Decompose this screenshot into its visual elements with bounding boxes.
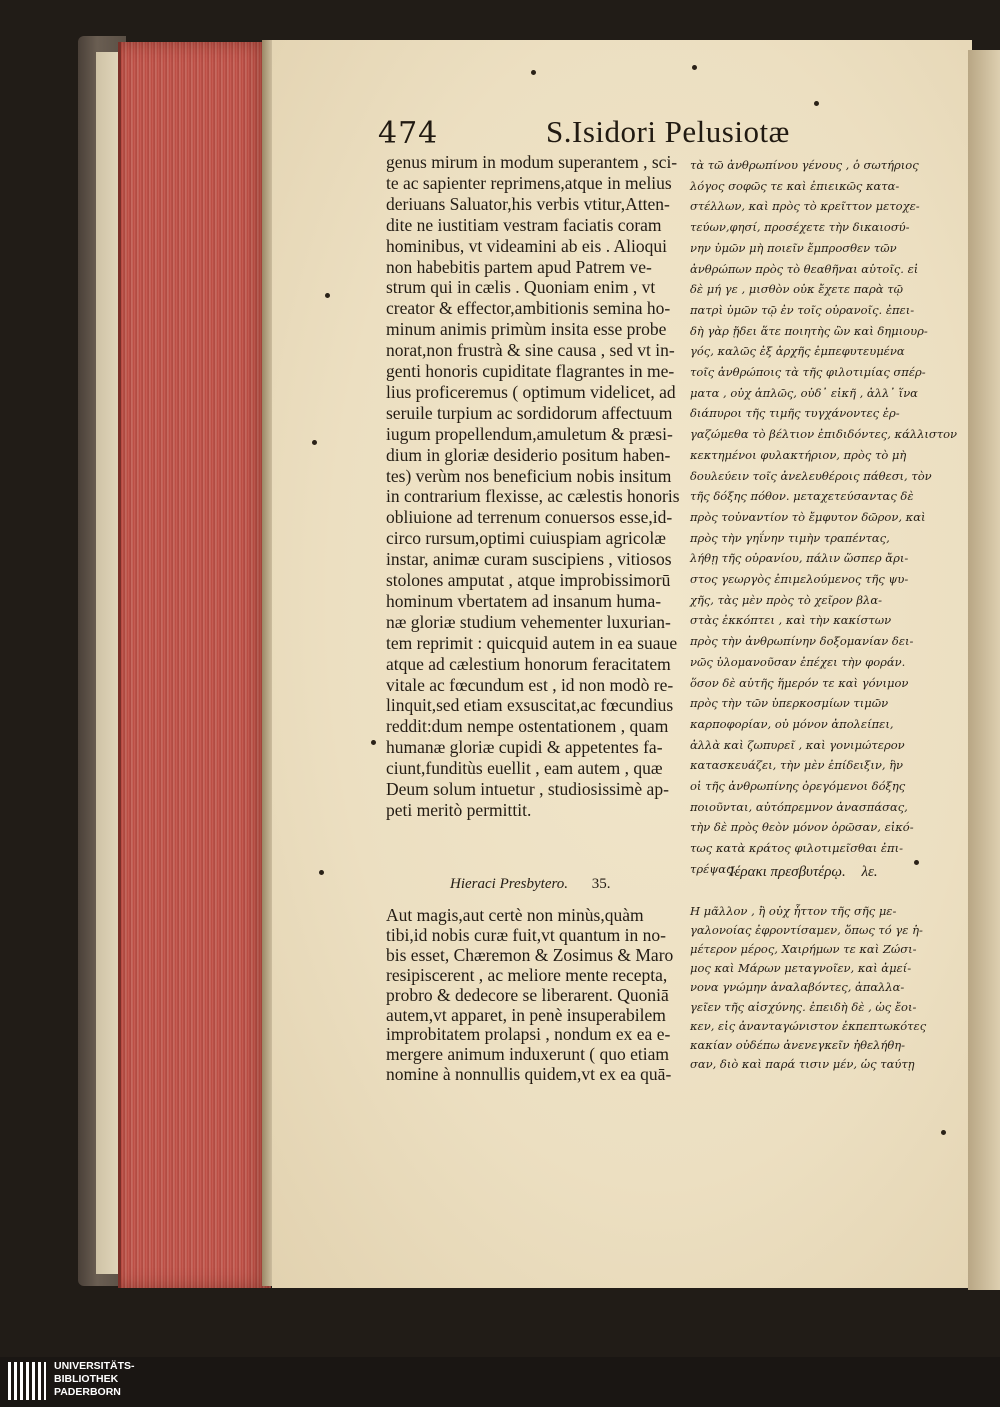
text-line: strum qui in cælis . Quoniam enim , vt [386, 277, 656, 298]
text-line: πρὸς τὴν τῶν ὑπερκοσμίων τιμῶν [690, 696, 889, 711]
paper-spot [692, 65, 697, 70]
facing-page-edge [968, 50, 1000, 1290]
library-logo-icon [8, 1362, 46, 1400]
text-line: χῆς, τὰς μὲν πρὸς τὸ χεῖρον βλα- [690, 592, 882, 607]
text-line: peti meritò permittit. [386, 799, 532, 820]
text-line: dite ne iustitiam vestram faciatis coram [386, 214, 662, 235]
text-line: resipiscerent , ac meliore mente recepta, [386, 964, 668, 985]
greek-heading-title: Ἱέρακι πρεσβυτέρῳ. [728, 864, 846, 880]
text-line: tibi,id nobis curæ fuit,vt quantum in no- [386, 924, 666, 945]
text-line: Deum solum intuetur , studiosissimè ap- [386, 779, 669, 799]
paper-spot [914, 860, 919, 865]
text-line: δὴ γὰρ ᾔδει ἅτε ποιητὴς ὢν καὶ δημιουρ- [690, 323, 928, 338]
text-line: linquit,sed etiam exsuscitat,ac fœcundius [386, 695, 674, 716]
greek-letter-heading [728, 864, 878, 881]
text-line: τὴν δὲ πρὸς θεὸν μόνον ὁρῶσαν, εἰκό- [690, 820, 914, 835]
text-line: μος καὶ Μάρων μεταγνοῖεν, καὶ ἀμεί- [690, 961, 912, 976]
text-line: mergere animum induxerunt ( quo etiam [386, 1044, 669, 1065]
text-line: genus mirum in modum superantem , sci- [386, 152, 678, 172]
text-line: ἀνθρώπων πρὸς τὸ θεαθῆναι αὐτοῖς. εἰ [690, 261, 919, 276]
text-line: seruile turpium ac sordidorum affectuum [386, 402, 673, 423]
text-line: deriuans Saluator,his verbis vtitur,Atten- [386, 193, 670, 214]
text-line: hominum vbertatem ad insanum huma- [386, 590, 662, 611]
text-line: genti honoris cupiditate flagrantes in me- [386, 361, 675, 381]
text-line: humanæ gloriæ cupidi & appetentes fa- [386, 737, 663, 758]
text-line: στέλλων, καὶ πρὸς τὸ κρεῖττον μετοχε- [690, 199, 920, 214]
text-line: τρέψας. [690, 861, 737, 876]
text-line: improbitatem prolapsi , nondum ex ea e- [386, 1024, 671, 1045]
text-line: γαλονοίας ἐφροντίσαμεν, ὅπως τό γε ἡ- [690, 923, 923, 938]
library-name [54, 1360, 135, 1399]
library-name-line-1: UNIVERSITÄTS- [54, 1360, 135, 1372]
text-line: πατρὶ ὑμῶν τῷ ἐν τοῖς οὐρανοῖς. ἐπει- [690, 302, 915, 317]
text-line: οἱ τῆς ἀνθρωπίνης ὀρεγόμενοι δόξης [690, 779, 906, 793]
text-line: πρὸς τὴν γηΐνην τιμὴν τραπέντας, [690, 530, 890, 545]
library-name-line-2: BIBLIOTHEK [54, 1373, 119, 1385]
paper-spot [371, 740, 376, 745]
text-line: λόγος σοφῶς τε καὶ ἐπιεικῶς κατα- [690, 178, 900, 193]
text-line: creator & effector,ambitionis semina ho- [386, 298, 671, 319]
text-line: minum animis primùm insita esse probe [386, 319, 667, 340]
text-line: μέτερον μέρος, Χαιρήμων τε καὶ Ζώσι- [690, 942, 917, 957]
text-line: κακίαν οὐδέπω ἀνενεγκεῖν ἠθελήθη- [690, 1037, 906, 1052]
text-line: νονα γνώμην ἀναλαβόντες, ἀπαλλα- [690, 980, 905, 995]
text-line: πρὸς τοὐναντίον τὸ ἔμφυτον δῶρον, καὶ [690, 509, 926, 524]
text-line: κεκτημένοι φυλακτήριον, πρὸς τὸ μὴ [690, 447, 907, 462]
text-line: te ac sapienter reprimens,atque in melius [386, 172, 672, 193]
text-line: ciunt,funditùs euellit , eam autem , quæ [386, 758, 663, 779]
text-line: circo rursum,optimi cuiuspiam agricolæ [386, 528, 666, 549]
text-line: lius proficeremus ( optimum videlicet, ad [386, 381, 676, 402]
text-line: nomine à nonnullis quidem,vt ex ea quā- [386, 1064, 672, 1085]
text-line: instar, animæ curam suscipiens , vitiosos [386, 549, 672, 570]
text-line: obliuione ad terrenum conuersos esse,id- [386, 507, 673, 528]
text-line: λήθῃ τῆς οὐρανίου, πάλιν ὥσπερ ἄρι- [690, 551, 909, 566]
text-line: autem,vt apparet, in penè insuperabilem [386, 1004, 666, 1025]
text-line: νην ὑμῶν μὴ ποιεῖν ἔμπροσθεν τῶν [690, 240, 897, 255]
text-line: τῆς δόξης πόθον. μεταχετεύσαντας δὲ [690, 489, 914, 504]
text-line: κατασκευάζει, τὴν μὲν ἐπίδειξιν, ἣν [690, 758, 904, 773]
text-line: τεύων,φησί, προσέχετε τὴν δικαιοσύ- [690, 220, 910, 235]
text-line: γός, καλῶς ἐξ ἀρχῆς ἐμπεφυτευμένα [690, 344, 905, 359]
library-footer [0, 1357, 1000, 1407]
paper-spot [941, 1130, 946, 1135]
text-line: bis esset, Chæremon & Zosimus & Maro [386, 944, 674, 965]
latin-letter-heading [450, 876, 611, 893]
text-line: δὲ μή γε , μισθὸν οὐκ ἔχετε παρὰ τῷ [690, 282, 903, 297]
page-number: 474 [378, 116, 439, 151]
paper-spot [814, 101, 819, 106]
text-line: γεῖεν τῆς αἰσχύνης. ἐπειδὴ δὲ , ὡς ἔοι- [690, 999, 917, 1014]
paper-spot [319, 870, 324, 875]
text-line: στος γεωργὸς ἐπιμελούμενος τῆς ψυ- [690, 572, 909, 586]
text-line: tes) verùm nos beneficium nobis insitum [386, 465, 672, 486]
text-line: Η μᾶλλον , ἢ οὐχ ἧττον τῆς σῆς με- [690, 904, 897, 918]
running-title: S.Isidori Pelusiotæ [546, 114, 790, 149]
text-line: stolones amputat , atque improbissimorū [386, 570, 671, 590]
text-line: norat,non frustrà & sine causa , sed vt in- [386, 340, 675, 361]
text-line: reddit:dum nempe ostentationem , quam [386, 716, 669, 737]
text-line: iugum propellendum,amuletum & præsi- [386, 423, 673, 444]
text-line: ὅσον δὲ αὐτῆς ἥμερόν τε καὶ γόνιμον [690, 675, 909, 690]
paper-spot [312, 440, 317, 445]
text-line: atque ad cælestium honorum feracitatem [386, 653, 671, 674]
text-line: ματα , οὐχ ἁπλῶς, οὐδ᾽ εἰκῆ , ἀλλ᾽ ἵνα [690, 385, 918, 400]
latin-heading-number: 35. [591, 876, 611, 892]
red-page-edges [118, 42, 271, 1288]
text-line: τοῖς ἀνθρώποις τὰ τῆς φιλοτιμίας σπέρ- [690, 365, 926, 379]
text-line: non habebitis partem apud Patrem ve- [386, 256, 652, 277]
text-line: ἀλλὰ καὶ ζωπυρεῖ , καὶ γονιμώτερον [690, 737, 905, 752]
text-line: τὰ τῶ ἀνθρωπίνου γένους , ὁ σωτήριος [690, 158, 919, 172]
text-line: καρποφορίαν, οὐ μόνον ἀπολείπει, [690, 716, 894, 731]
text-line: dium in gloriæ desiderio positum haben- [386, 444, 671, 465]
text-line: tem reprimit : quicquid autem in ea suaue [386, 632, 678, 653]
text-line: probro & dedecore se liberarent. Quoniā [386, 984, 669, 1005]
text-line: κεν, εἰς ἀνανταγώνιστον ἐκπεπτωκότες [690, 1018, 927, 1033]
paper-spot [325, 293, 330, 298]
text-line: πρὸς τὴν ἀνθρωπίνην δοξομανίαν δει- [690, 634, 914, 649]
text-line: δουλεύειν τοῖς ἀνελευθέροις πάθεσι, τὸν [690, 468, 932, 483]
latin-heading-title: Hieraci Presbytero. [450, 876, 569, 892]
text-line: næ gloriæ studium vehementer luxurian- [386, 611, 671, 632]
greek-heading-number: λε. [861, 864, 878, 880]
text-line: σαν, διὸ καὶ παρά τισιν μέν, ὡς ταύτῃ [690, 1056, 915, 1071]
text-line: στὰς ἐκκόπτει , καὶ τὴν κακίστων [690, 613, 892, 628]
text-line: Aut magis,aut certè non minùs,quàm [386, 905, 644, 925]
library-name-line-3: PADERBORN [54, 1386, 121, 1398]
text-line: hominibus, vt videamini ab eis . Alioqui [386, 235, 667, 256]
text-line: τως κατὰ κράτος φιλοτιμεῖσθαι ἐπι- [690, 841, 904, 856]
paper-spot [531, 70, 536, 75]
text-line: γαζώμεθα τὸ βέλτιον ἐπιδιδόντες, κάλλιστον [690, 427, 958, 442]
text-line: vitale ac fœcundum est , id non modò re- [386, 674, 674, 695]
text-line: νῶς ὑλομανοῦσαν ἐπέχει τὴν φοράν. [690, 654, 906, 669]
text-line: διάπυροι τῆς τιμῆς τυγχάνοντες ἐρ- [690, 406, 900, 421]
text-line: ποιοῦνται, αὐτόπρεμνον ἀνασπάσας, [690, 799, 908, 814]
text-line: in contrarium flexisse, ac cælestis honoris [386, 486, 680, 507]
